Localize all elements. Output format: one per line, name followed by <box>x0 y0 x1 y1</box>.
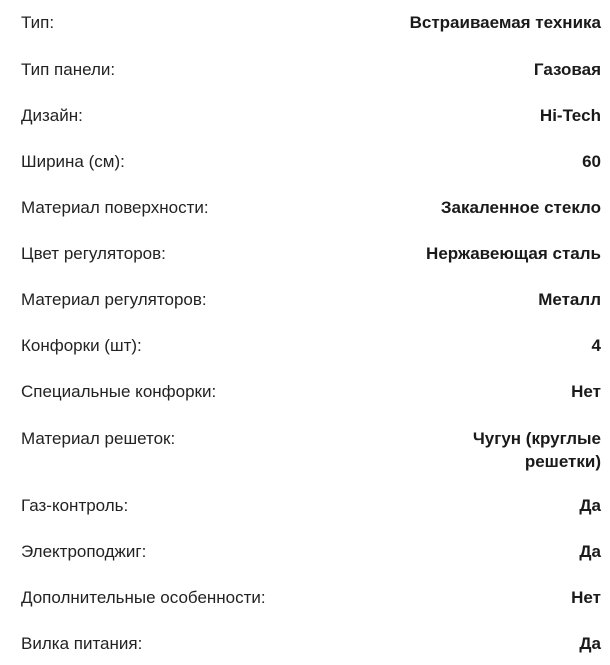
spec-label: Дизайн: <box>21 106 83 125</box>
spec-label: Цвет регуляторов: <box>21 244 166 263</box>
spec-value: 4 <box>591 336 601 355</box>
spec-label: Электроподжиг: <box>21 542 147 561</box>
spec-value: Да <box>579 634 601 653</box>
spec-label: Газ-контроль: <box>21 496 129 515</box>
spec-value: Hi-Tech <box>539 106 601 125</box>
spec-value: Встраиваемая техника <box>409 13 601 32</box>
spec-label: Материал регуляторов: <box>21 290 207 309</box>
spec-label: Тип панели: <box>21 60 116 79</box>
spec-value: Да <box>579 542 601 561</box>
spec-value: Да <box>579 496 601 515</box>
spec-value: Нержавеющая сталь <box>426 244 601 263</box>
spec-label: Специальные конфорки: <box>21 382 217 401</box>
spec-label: Ширина (см): <box>21 152 125 171</box>
spec-value: Газовая <box>533 60 601 79</box>
spec-value: Закаленное стекло <box>440 198 601 217</box>
spec-value: Металл <box>538 290 601 309</box>
spec-value: Нет <box>571 382 601 401</box>
spec-label: Дополнительные особенности: <box>21 588 266 607</box>
spec-label: Материал решеток: <box>21 429 176 448</box>
spec-label: Тип: <box>21 13 55 32</box>
spec-value: 60 <box>582 152 601 171</box>
spec-label: Вилка питания: <box>21 634 143 653</box>
spec-value: Нет <box>571 588 601 607</box>
spec-label: Материал поверхности: <box>21 198 209 217</box>
spec-label: Конфорки (шт): <box>21 336 142 355</box>
spec-value: Чугун (круглые решетки) <box>472 429 601 471</box>
